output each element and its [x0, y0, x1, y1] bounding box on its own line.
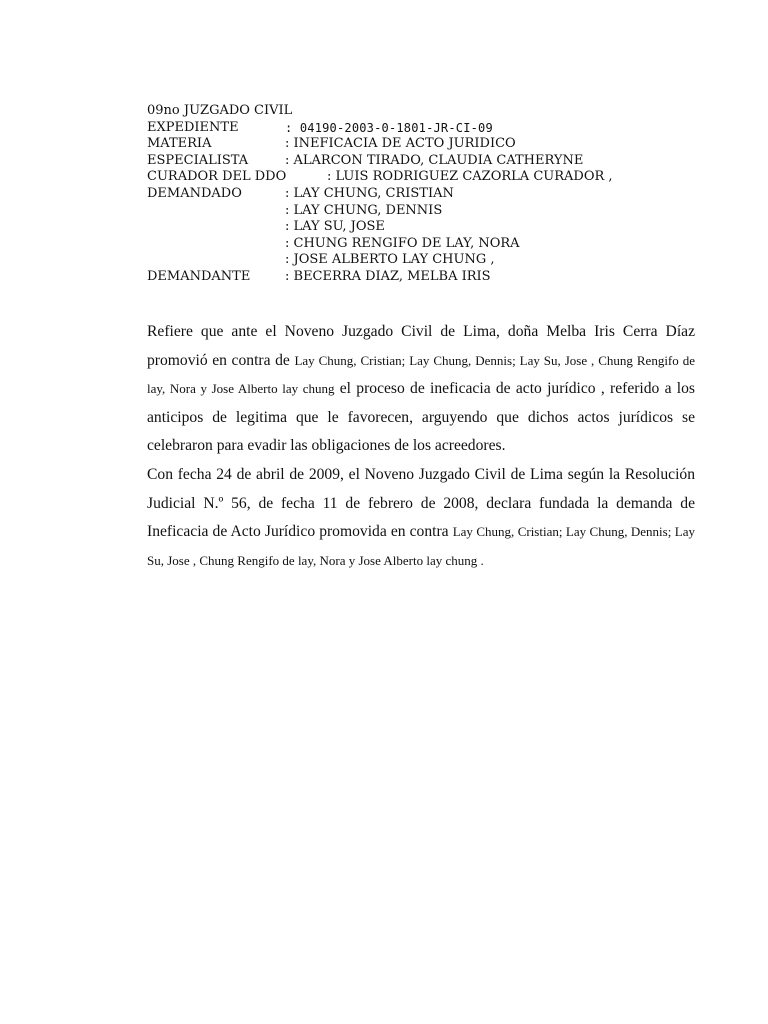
document-body: [147, 318, 695, 575]
header-row-demandado-3: [147, 219, 707, 236]
header-label: DEMANDANTE: [147, 268, 251, 284]
case-header: [147, 103, 707, 286]
paragraph-1-rest: el proceso de ineficacia de acto jurídico , referido a los anticipos de legitima que le favorecen, arguyendo que dichos actos jurídicos se celebraron para evadir las obligaciones de los acreedores.: [147, 380, 696, 455]
header-value: : CHUNG RENGIFO DE LAY, NORA: [285, 235, 520, 251]
paragraph-2-defendants: Lay Chung, Cristian; Lay Chung, Dennis; Lay Su, Jose , Chung Rengifo de lay, Nora y Jose Alberto lay chung .: [147, 524, 695, 568]
header-row-curador: [147, 169, 707, 186]
header-label: DEMANDADO: [147, 185, 242, 201]
paragraph-1: [147, 318, 695, 461]
header-label: MATERIA: [147, 136, 212, 152]
header-row-demandado-5: [147, 252, 707, 269]
paragraph-1-intro: Refiere que ante el Noveno Juzgado Civil de Lima, doña Melba Iris Cerra Díaz promovió en contra de: [147, 323, 695, 369]
paragraph-1-defendants: Lay Chung, Cristian; Lay Chung, Dennis; Lay Su, Jose , Chung Rengifo de lay, Nora y Jose Alberto lay chung: [147, 352, 695, 397]
header-row-demandante: [147, 269, 707, 286]
header-value: : ALARCON TIRADO, CLAUDIA CATHERYNE: [285, 152, 584, 168]
header-row-materia: [147, 136, 707, 153]
header-value: : LUIS RODRIGUEZ CAZORLA CURADOR ,: [327, 169, 613, 185]
header-value: : LAY CHUNG, DENNIS: [285, 202, 443, 218]
paragraph-2: [147, 461, 695, 575]
header-row-demandado-4: [147, 236, 707, 253]
header-row-especialista: [147, 153, 707, 170]
header-label: EXPEDIENTE: [147, 119, 239, 135]
header-row-demandado-2: [147, 203, 707, 220]
header-value: : LAY SU, JOSE: [285, 219, 385, 235]
header-row-expediente: [147, 120, 707, 137]
court-line: [147, 103, 707, 120]
header-value: : BECERRA DIAZ, MELBA IRIS: [285, 268, 491, 284]
paragraph-2-intro: Con fecha 24 de abril de 2009, el Noveno Juzgado Civil de Lima según la Resolución Judicial N.º 56, de fecha 11 de febrero de 2008, declara fundada la demanda de Ineficacia de Acto Jurídico promovida en contra: [147, 465, 695, 541]
header-row-demandado: [147, 186, 707, 203]
header-value: : LAY CHUNG, CRISTIAN: [285, 185, 454, 201]
header-value: : JOSE ALBERTO LAY CHUNG ,: [285, 252, 495, 268]
header-label: CURADOR DEL DDO: [147, 169, 287, 185]
header-value: : 04190-2003-0-1801-JR-CI-09: [285, 120, 493, 135]
header-value: : INEFICACIA DE ACTO JURIDICO: [285, 136, 516, 152]
header-label: ESPECIALISTA: [147, 152, 249, 168]
court-name: 09no JUZGADO CIVIL: [147, 103, 293, 118]
